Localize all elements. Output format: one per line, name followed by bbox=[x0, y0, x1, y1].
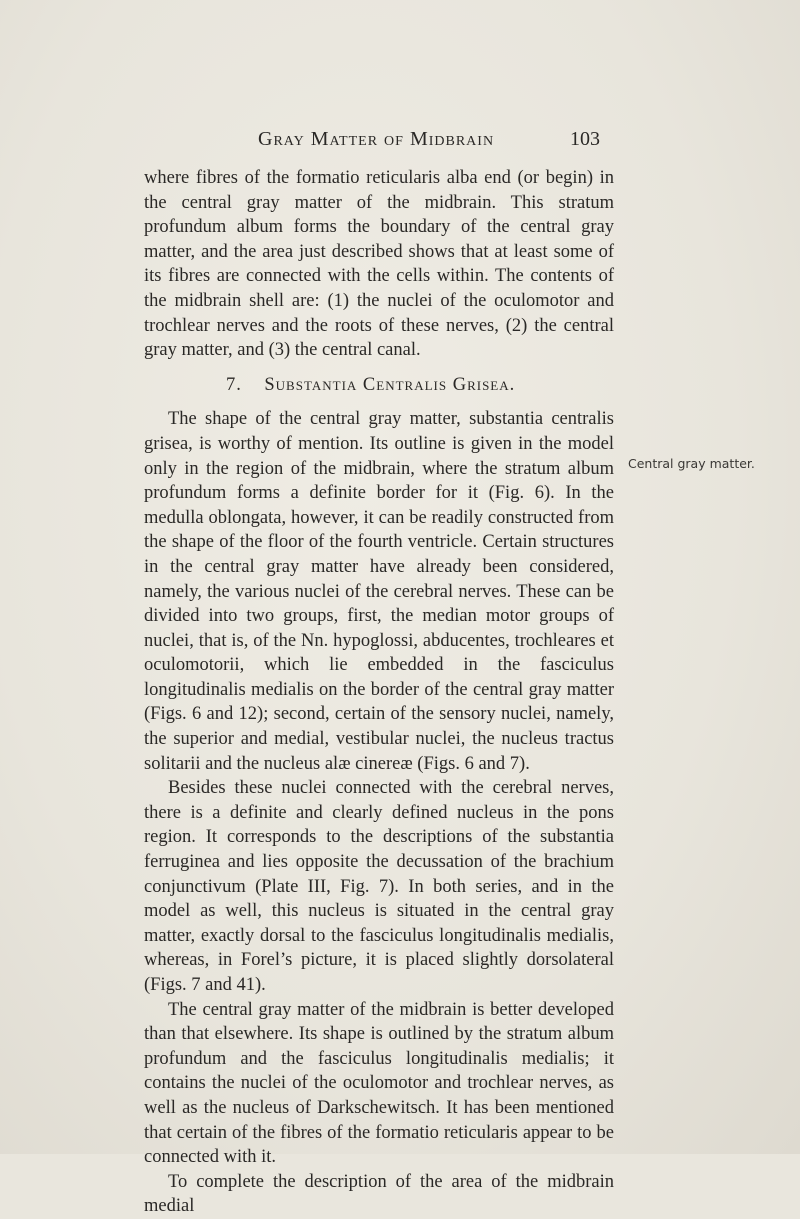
page-number: 103 bbox=[570, 128, 600, 150]
running-head bbox=[0, 128, 800, 158]
paragraph-shape: The shape of the central gray matter, substantia centralis grisea, is worthy of mention. Its outline is given in the model only in the region of the midbrain, where the stratum album profundum forms a definite border for it (Fig. 6). In the medulla oblongata, however, it can be readily constructed from the shape of the floor of the fourth ventricle. Certain structures in the central gray matter have already been considered, namely, the various nuclei of the cerebral nerves. These can be divided into two groups, first, the median motor groups of nuclei, that is, of the Nn. hypoglossi, abducentes, trochleares et oculomotorii, which lie embedded in the fasciculus longitudinalis medialis on the border of the central gray matter (Figs. 6 and 12); second, certain of the sensory nuclei, namely, the superior and medial, vestibular nuclei, the nucleus tractus solitarii and the nucleus alæ cinereæ (Figs. 6 and 7). bbox=[144, 409, 614, 774]
paragraph-nucleus: Besides these nuclei connected with the cerebral nerves, there is a definite and clearly defined nucleus in the pons region. It corresponds to the descriptions of the substantia ferruginea and lies opposite the decussation of the brachium conjunctivum (Plate III, Fig. 7). In both series, and in the model as well, this nucleus is situated in the central gray matter, exactly dorsal to the fasciculus longitudinalis medialis, whereas, in Forel’s picture, it is placed slightly dorsolateral (Figs. 7 and 41). bbox=[144, 778, 614, 995]
paragraph-continuation: where fibres of the formatio reticularis alba end (or begin) in the central gray matter of the midbrain. This stratum profundum album forms the boundary of the central gray matter, and the area just described shows that at least some of its fibres are connected with the cells within. The contents of the midbrain shell are: (1) the nuclei of the oculomotor and trochlear nerves and the roots of these nerves, (2) the central gray matter, and (3) the central canal. bbox=[144, 168, 614, 361]
running-title: Gray Matter of Midbrain bbox=[258, 128, 495, 150]
section-number: 7. bbox=[226, 374, 242, 395]
body-text bbox=[144, 166, 614, 1219]
section-title: Substantia Centralis Grisea. bbox=[264, 374, 516, 395]
paragraph-complete: To complete the description of the area of the midbrain medial bbox=[144, 1171, 614, 1217]
marginal-note: Central gray matter. bbox=[628, 456, 755, 471]
paragraph-midbrain-gray: The central gray matter of the midbrain is better developed than that elsewhere. Its shape is outlined by the stratum album profundum and the fasciculus longitudinalis medialis; it contains the nuclei of the oculomotor and trochlear nerves, as well as the nucleus of Darkschewitsch. It has been mentioned that certain of the fibres of the formatio reticularis appear to be connected with it. bbox=[144, 999, 614, 1168]
section-heading bbox=[144, 373, 614, 398]
